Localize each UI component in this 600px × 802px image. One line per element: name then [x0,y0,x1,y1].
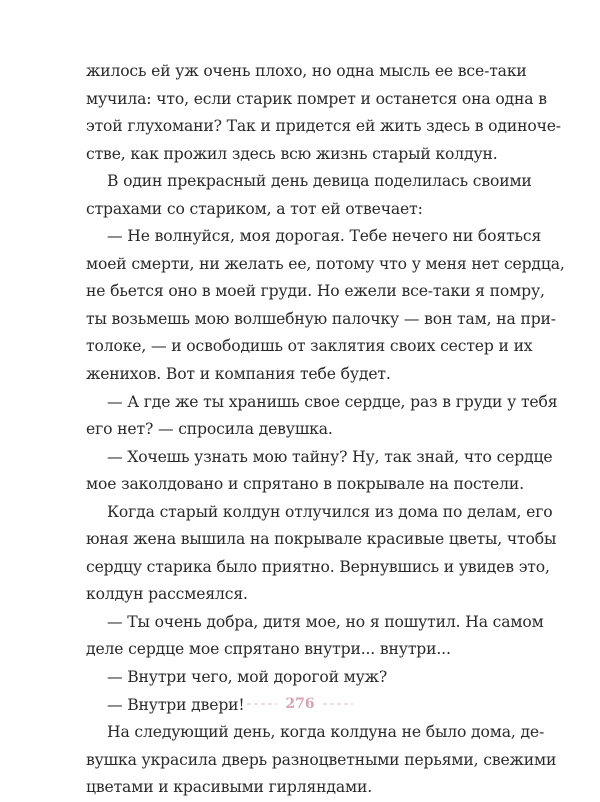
text-line: этой глухомани? Так и придется ей жить здесь в одиноче- [86,117,561,136]
ornament-left-icon [247,703,277,705]
paragraph [86,389,558,444]
text-line: — Внутри двери! [107,695,245,714]
text-line: юная жена вышила на покрывале красивые цветы, чтобы [86,530,557,549]
text-line: — Ты очень добра, дитя мое, но я пошутил. На самом [107,612,544,631]
text-line: На следующий день, когда колдуна не было дома, де- [107,723,545,742]
text-line: жилось ей уж очень плохо, но одна мысль ее все-таки [86,62,527,80]
text-line: мучила: что, если старик помрет и останется она одна в [86,89,547,108]
text-line: мое заколдовано и спрятано в покрывале на постели. [86,475,524,494]
text-line: цветами и красивыми гирляндами. [86,778,373,797]
text-line: ты возьмешь мою волшебную палочку — вон там, на при- [86,309,556,328]
ornament-right-icon [323,703,353,705]
paragraph [86,609,544,664]
paragraph [86,499,557,609]
text-line: — Хочешь узнать мою тайну? Ну, так знай, что сердце [107,447,553,466]
page-number: 276 [285,696,315,712]
text-line: вушка украсила дверь разноцветными перьями, свежими [86,750,557,769]
text-line: сердцу старика было приятно. Вернувшись и увидев это, [86,557,550,576]
paragraph [86,444,553,499]
text-line: — А где же ты хранишь свое сердце, раз в груди у тебя [107,392,558,411]
text-line: его нет? — спросила девушка. [86,420,333,439]
paragraph [86,223,565,388]
text-line: моей смерти, ни желать ее, потому что у меня нет сердца, [86,254,565,273]
text-line: страхами со стариком, а тот ей отвечает: [86,199,423,218]
page-number-footer [0,696,600,712]
paragraph [86,168,532,223]
body-text [86,58,565,802]
text-line: стве, как прожил здесь всю жизнь старый колдун. [86,144,498,163]
text-line: Когда старый колдун отлучился из дома по делам, его [107,502,553,521]
text-line: женихов. Вот и компания тебе будет. [86,365,391,384]
text-line: В один прекрасный день девица поделилась своими [107,172,532,191]
text-line: колдун рассмеялся. [86,585,248,604]
paragraph [86,58,561,168]
text-line: — Не волнуйся, моя дорогая. Тебе нечего ни бояться [107,227,542,246]
text-line: — Внутри чего, мой дорогой муж? [107,668,388,687]
text-line: не бьется оно в моей груди. Но ежели все-таки я помру, [86,282,545,301]
paragraph [86,664,514,692]
paragraph [86,719,557,802]
text-line: деле сердце мое спрятано внутри... внутри... [86,640,451,659]
text-line: толоке, — и освободишь от заклятия своих сестер и их [86,337,533,356]
